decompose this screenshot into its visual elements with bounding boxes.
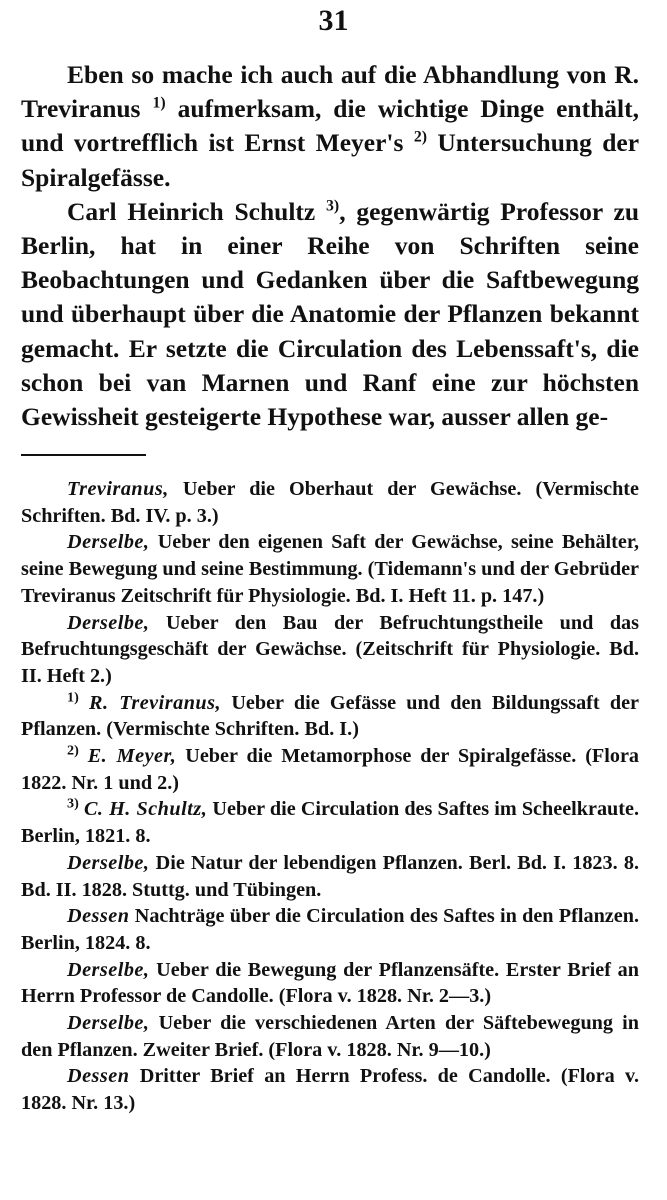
footnote-reference: 1) <box>152 94 166 112</box>
footnote <box>21 529 639 609</box>
footnote-text: Die Natur der lebendigen Pflanzen. Berl. Bd. I. 1823. 8. Bd. II. 1828. Stuttg. und Tübingen. <box>21 851 639 901</box>
footnote-text: Ueber die Metamorphose der Spiralgefässe. (Flora 1822. Nr. 1 und 2.) <box>21 745 640 794</box>
footnote <box>21 743 639 796</box>
footnote-text: Ueber den Bau der Befruchtungstheile und das Befruchtungsgeschäft der Gewächse. (Zeitschrift für Physiologie. Bd. II. Heft 2.) <box>21 611 640 687</box>
footnote-text: Ueber den eigenen Saft der Gewächse, seine Behälter, seine Bewegung und seine Bestimmung. (Tidemann's und der Gebrüder Treviranus Zeitschrift für Physiologie. Bd. I. Heft 11. p. 147.) <box>21 531 640 607</box>
footnote-text: Ueber die Oberhaut der Gewächse. (Vermischte Schriften. Bd. IV. p. 3.) <box>21 478 639 527</box>
footnote <box>21 610 639 690</box>
body-text: Carl Heinrich Schultz <box>67 196 316 226</box>
footnote-author: Treviranus, <box>67 478 169 500</box>
footnote-author: Derselbe, <box>67 958 150 981</box>
footnote-author: Dessen <box>67 905 130 928</box>
footnote-text: Ueber die Circulation des Saftes im Scheelkraute. Berlin, 1821. 8. <box>21 798 639 848</box>
footnote <box>21 1010 639 1063</box>
main-text <box>21 58 639 434</box>
footnote-author: Derselbe, <box>67 1012 150 1035</box>
body-paragraph-2 <box>21 195 639 434</box>
footnote-marker-text: 3) <box>67 795 79 812</box>
footnote-author: Derselbe, <box>67 531 150 554</box>
footnote <box>21 1063 639 1116</box>
body-text: aufmerksam, die wichtige Dinge enthält, und vortrefflich ist Ernst Meyer's <box>21 94 639 158</box>
footnote <box>21 850 639 903</box>
footnote-marker-text: 2) <box>67 742 79 759</box>
body-text: Eben so mache ich auch auf die Abhandlung von R. Treviranus <box>21 60 639 124</box>
footnote-text: Ueber die verschiedenen Arten der Säftebewegung in den Pflanzen. Zweiter Brief. (Flora v. 1828. Nr. 9—10.) <box>21 1012 639 1061</box>
footnote-author: C. H. Schultz, <box>83 798 208 821</box>
footnote-text: Dritter Brief an Herrn Profess. de Candolle. (Flora v. 1828. Nr. 13.) <box>21 1065 639 1115</box>
footnote-marker <box>67 742 88 767</box>
footnotes <box>21 476 639 1117</box>
footnote-author: Dessen <box>67 1065 130 1088</box>
footnote <box>21 796 639 849</box>
footnote-marker <box>67 795 84 820</box>
footnote <box>21 476 639 529</box>
footnote-text: Ueber die Gefässe und den Bildungssaft der Pflanzen. (Vermischte Schriften. Bd. I.) <box>21 691 639 741</box>
footnote-reference: 2) <box>413 128 427 146</box>
footnote-author: Derselbe, <box>67 611 150 634</box>
footnote-author: R. Treviranus, <box>89 691 222 714</box>
footnote-author: E. Meyer, <box>87 745 177 768</box>
body-text: , gegenwärtig Professor zu Berlin, hat in einer Reihe von Schriften seine Beobachtungen und Gedanken über die Saftbewegung und überhaupt über die Anatomie der Pflanzen bekannt gemacht. Er setzte die Circulation des Lebenssaft's, die schon bei van Marnen und Ranf eine zur höchsten Gewissheit gesteigerte Hypothese war, ausser allen ge- <box>21 196 640 432</box>
footnote-marker-text: 1) <box>67 688 79 705</box>
body-paragraph-1 <box>21 58 639 195</box>
footnote <box>21 957 639 1010</box>
footnote-separator <box>21 454 146 456</box>
footnote-text: Nachträge über die Circulation des Saftes in den Pflanzen. Berlin, 1824. 8. <box>21 905 639 954</box>
footnote-reference: 3) <box>326 197 340 215</box>
footnote <box>21 690 639 743</box>
footnote-marker <box>67 688 89 714</box>
body-text: Untersuchung der Spiralgefässe. <box>21 128 640 192</box>
footnote <box>21 903 639 956</box>
page-number: 31 <box>318 4 349 37</box>
footnote-text: Ueber die Bewegung der Pflanzensäfte. Erster Brief an Herrn Professor de Candolle. (Flora v. 1828. Nr. 2—3.) <box>21 958 640 1008</box>
footnote-author: Derselbe, <box>67 851 150 874</box>
